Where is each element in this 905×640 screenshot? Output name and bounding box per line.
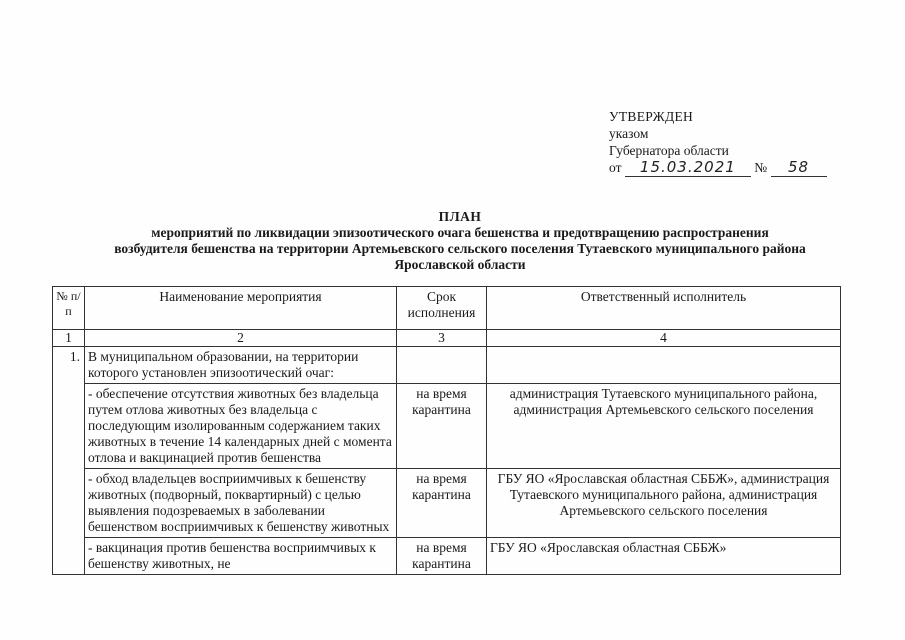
measure-term: на время карантина [397, 469, 487, 538]
approval-by: указом [609, 126, 649, 141]
table-row [53, 538, 841, 575]
empty-cell [487, 347, 841, 384]
header-num: № п/п [53, 287, 85, 330]
approval-stamp-block [609, 108, 827, 177]
section-text: В муниципальном образовании, на территории которого установлен эпизоотический очаг: [85, 347, 397, 384]
header-executor: Ответственный исполнитель [487, 287, 841, 330]
table-index-row [53, 330, 841, 347]
index-cell: 1 [53, 330, 85, 347]
plan-table [52, 286, 841, 575]
approval-title: УТВЕРЖДЕН [609, 109, 694, 124]
measure-executor: администрация Тутаевского муниципального района, администрация Артемьевского сельского поселения [487, 384, 841, 469]
section-number: 1. [53, 347, 85, 575]
measure-executor: ГБУ ЯО «Ярославская областная СББЖ» [487, 538, 841, 575]
measure-name: - обеспечение отсутствия животных без владельца путем отлова животных без владельца с последующим изолированным содержанием таких животных в течение 14 календарных дней с момента отлова и вакцинацией против бешенства [85, 384, 397, 469]
index-cell: 2 [85, 330, 397, 347]
measure-term: на время карантина [397, 384, 487, 469]
plan-heading [40, 209, 880, 273]
plan-subtitle-line-3: Ярославской области [394, 257, 526, 272]
table-header-row [53, 287, 841, 330]
header-name: Наименование мероприятия [85, 287, 397, 330]
approval-authority: Губернатора области [609, 143, 729, 158]
date-prefix: от [609, 160, 622, 175]
handwritten-number: 58 [771, 159, 827, 177]
plan-title: ПЛАН [438, 209, 482, 224]
header-term: Срок исполнения [397, 287, 487, 330]
measure-name: - обход владельцев восприимчивых к бешенству животных (подворный, поквартирный) с целью выявления подозреваемых в заболевании бешенством восприимчивых к бешенству животных [85, 469, 397, 538]
measure-executor: ГБУ ЯО «Ярославская областная СББЖ», администрация Тутаевского муниципального района, администрация Артемьевского сельского поселения [487, 469, 841, 538]
plan-subtitle-line-2: возбудителя бешенства на территории Артемьевского сельского поселения Тутаевского муниципального района [114, 241, 806, 256]
index-cell: 3 [397, 330, 487, 347]
measure-term: на время карантина [397, 538, 487, 575]
plan-subtitle-line-1: мероприятий по ликвидации эпизоотического очага бешенства и предотвращению распространения [151, 225, 769, 240]
measure-name: - вакцинация против бешенства восприимчивых к бешенству животных, не [85, 538, 397, 575]
handwritten-date: 15.03.2021 [625, 159, 751, 177]
index-cell: 4 [487, 330, 841, 347]
section-row [53, 347, 841, 384]
number-prefix: № [754, 160, 768, 175]
table-row [53, 469, 841, 538]
table-row [53, 384, 841, 469]
empty-cell [397, 347, 487, 384]
approval-date-line [609, 159, 827, 177]
